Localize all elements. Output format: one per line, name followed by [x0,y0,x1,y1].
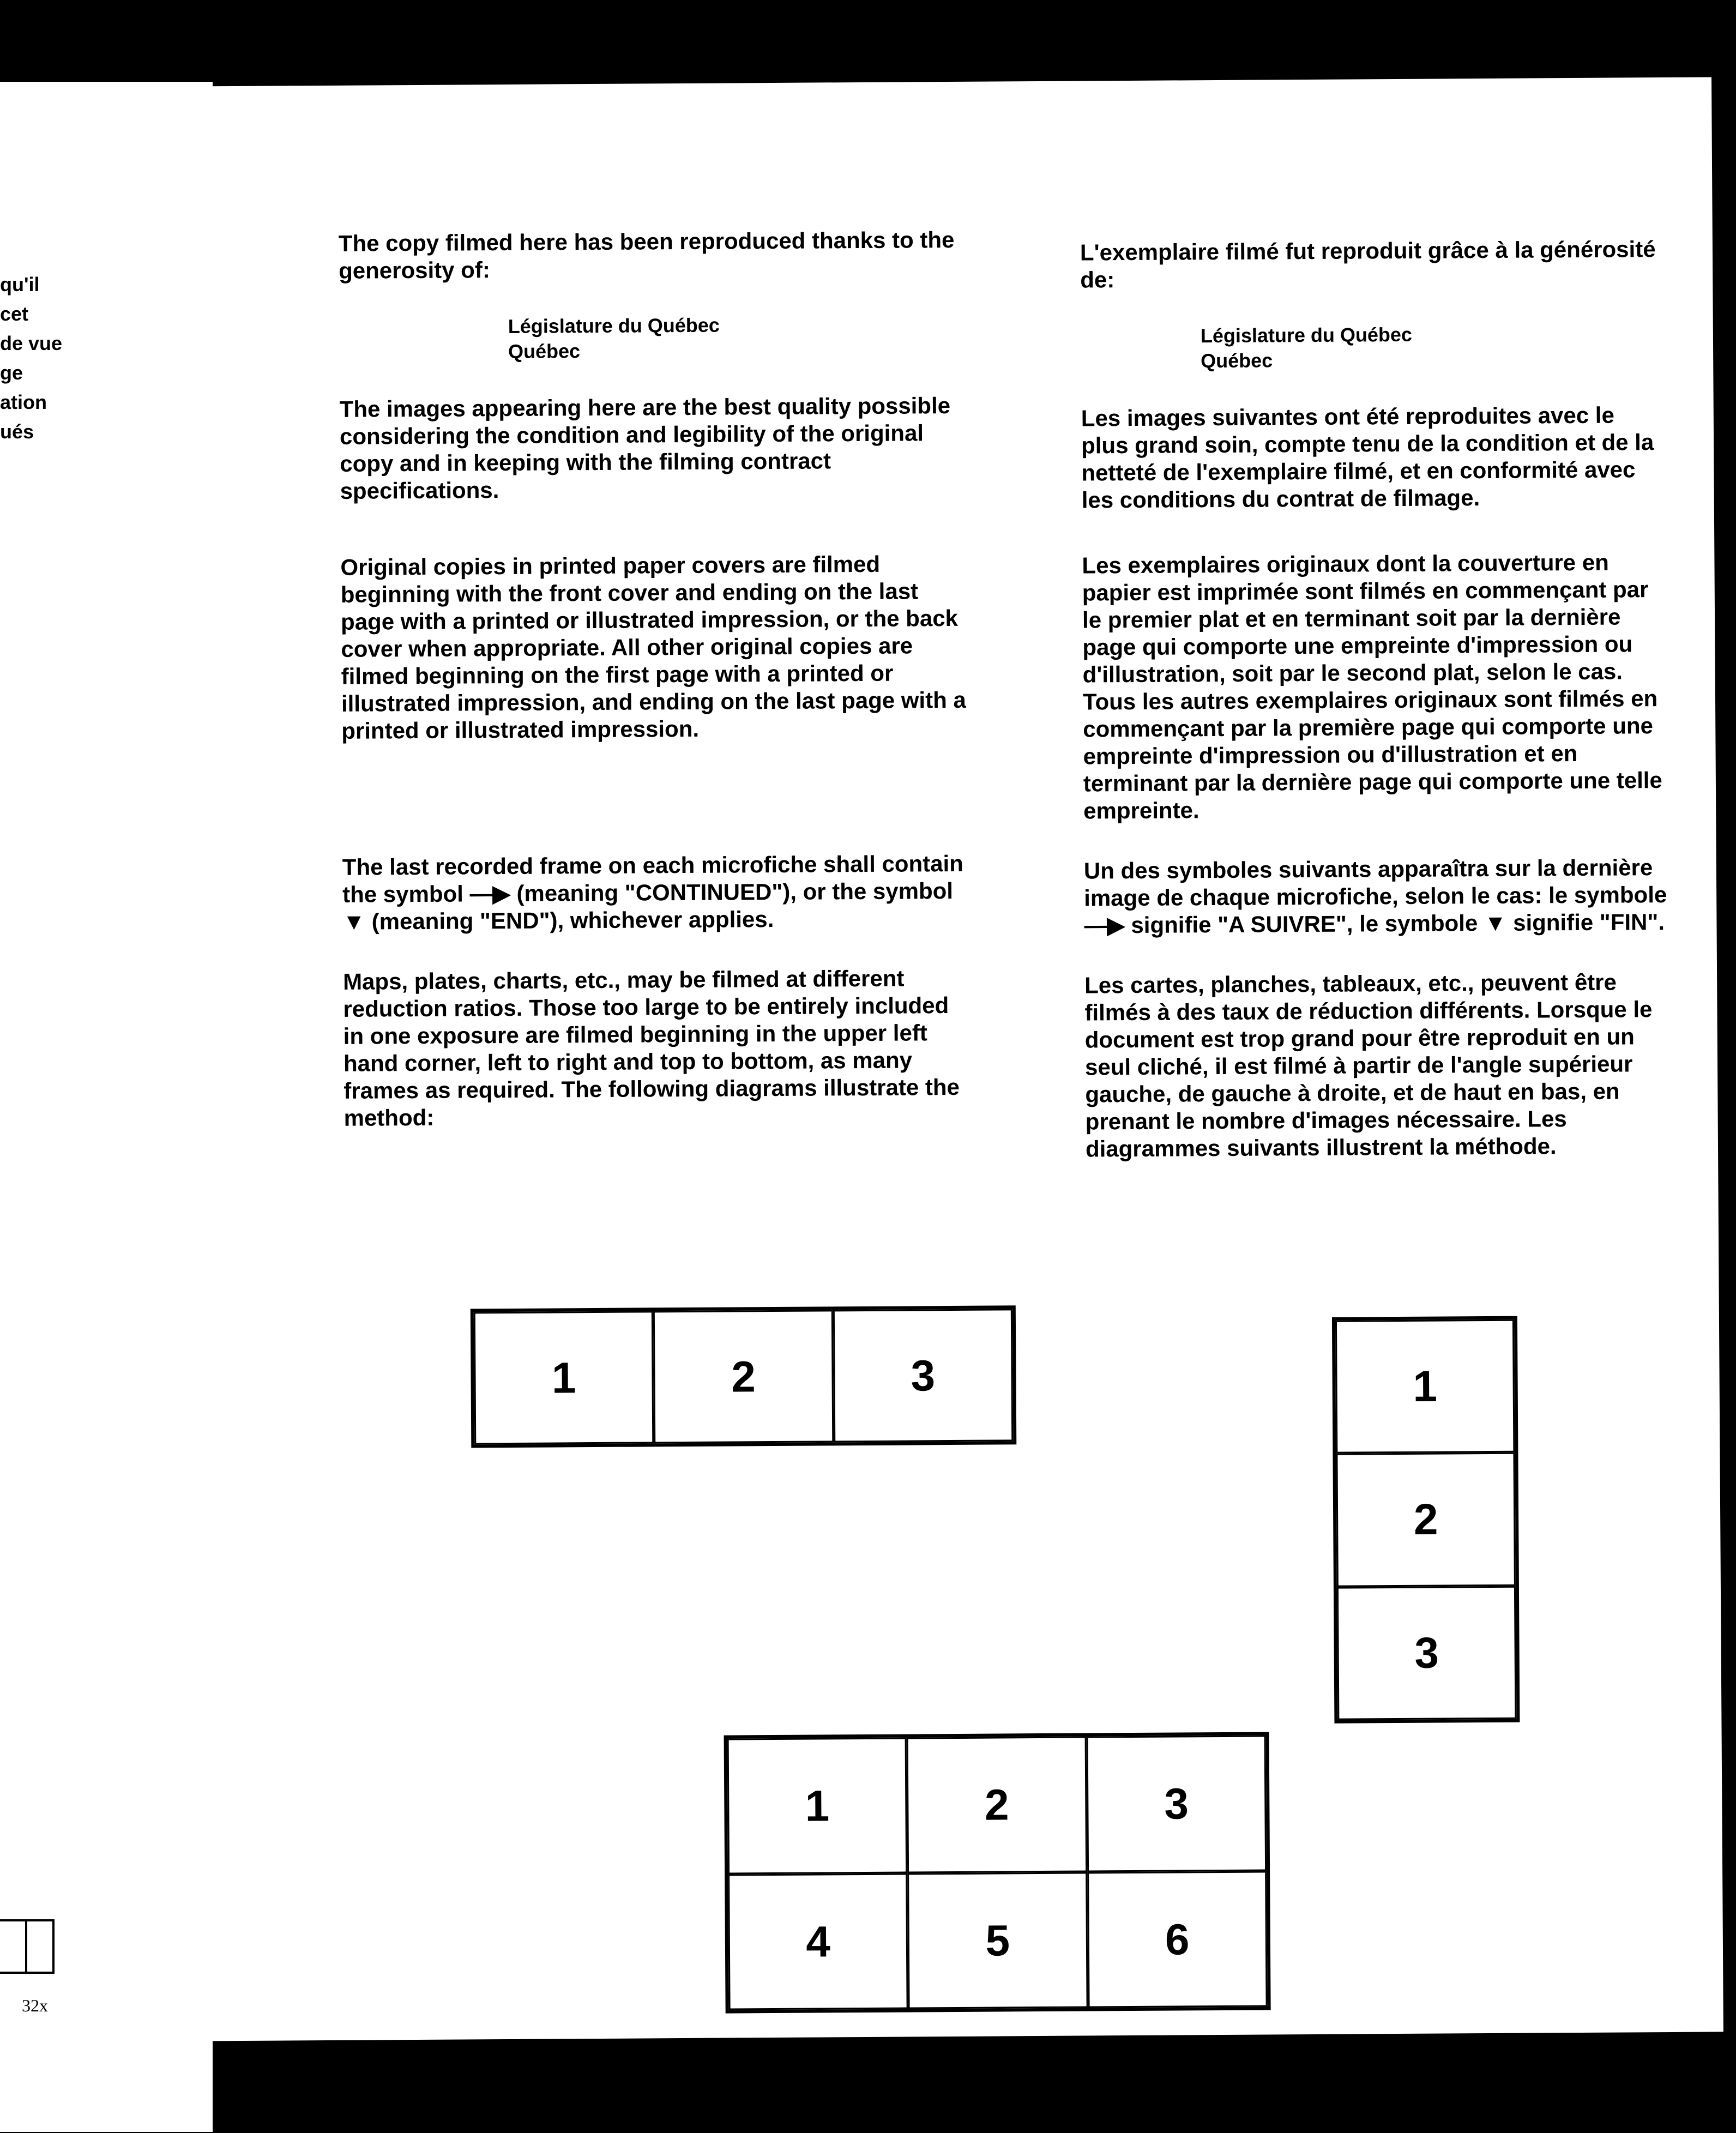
english-paragraph-maps: Maps, plates, charts, etc., may be filmed at different reduction ratios. Those too large to be entirely included in one exposure are filmed beginning in the upper left hand corner, left to right and top to bottom, as many frames as required. The following diagrams illustrate the method: [342,965,960,1131]
frame-cell: 2 [653,1310,834,1443]
spacer [340,501,968,554]
french-paragraph-quality: Les images suivantes ont été reproduites avec le plus grand soin, compte tenu de la condition et de la netteté de l'exemplaire filmé, et en conformité avec les conditions du contrat de filmage. [1081,402,1654,513]
diagram-grid [724,1732,1271,2013]
scale-label: 32x [22,1996,48,2015]
frame-cell: 6 [1087,1871,1268,2008]
frame-cell: 5 [907,1872,1088,2009]
spacer [1082,510,1665,552]
frame-cell: 1 [1335,1319,1515,1454]
frame-cell: 1 [727,1738,908,1875]
fragment-box [27,1919,55,1974]
credit-line: Québec [508,340,581,363]
frame-cell: 3 [833,1309,1013,1442]
english-credit [508,311,967,364]
fragment-line: de vue [0,332,63,354]
french-paragraph-maps: Les cartes, planches, tableaux, etc., peuvent être filmés à des taux de réduction différents. Lorsque le document est trop grand pour être reproduit en un seul cliché, il est filmé à partir de l'angle supérieur gauche, de gauche à droite, et de haut en bas, en prenant le nombre d'images nécessaire. Les diagrammes suivants illustrent la méthode. [1084,969,1653,1162]
fragment-line: ués [0,420,34,443]
frame-cell: 2 [1336,1453,1515,1587]
spacer [341,741,969,854]
fragment-boxes [0,1919,55,1974]
english-intro: The copy filmed here has been reproduced thanks to the generosity of: [338,226,955,284]
french-intro: L'exemplaire filmé fut reproduit grâce à la générosité de: [1080,236,1656,293]
filming-notice-page [179,77,1723,2041]
frame-cell: 2 [907,1737,1087,1873]
spacer [343,932,970,968]
credit-line: Législature du Québec [1200,323,1413,347]
fragment-line: cet [0,303,29,325]
frame-cell: 1 [474,1311,654,1444]
spacer [1084,936,1668,972]
fragment-box [0,1919,27,1974]
french-paragraph-symbols: Un des symboles suivants apparaîtra sur la dernière image de chaque microfiche, selon le cas: le symbole —▶ signifie "A SUIVRE", le symbole ▼ signifie "FIN". [1083,854,1667,938]
english-paragraph-symbols: The last recorded frame on each microfiche shall contain the symbol —▶ (meaning "CONTINUED"), or the symbol ▼ (meaning "END"), whichever applies. [342,850,963,935]
credit-line: Québec [1201,349,1273,372]
english-paragraph-quality: The images appearing here are the best quality possible considering the condition and legibility of the original copy and in keeping with the filming contract specifications. [339,392,951,504]
fragment-text [0,270,62,447]
fragment-line: qu'il [0,273,40,296]
diagram-horizontal [471,1305,1017,1448]
fragment-line: ge [0,361,23,384]
frame-cell: 3 [1337,1586,1516,1720]
french-paragraph-originals: Les exemplaires originaux dont la couverture en papier est imprimée sont filmés en commençant par le premier plat et en terminant soit par la dernière page qui comporte une empreinte d'impression ou d'illustration, soit par le second plat, selon le cas. Tous les autres exemplaires originaux sont filmés en commençant par la première page qui comporte une empreinte d'impression ou d'illustration et en terminant par la dernière page qui comporte une telle empreinte. [1082,549,1662,824]
spacer [1083,821,1667,858]
english-paragraph-originals: Original copies in printed paper covers are filmed beginning with the front cover and ending on the last page with a printed or illustrated impression, or the back cover when appropriate. All other original copies are filmed beginning on the first page with a printed or illustrated impression, and ending on the last page with a printed or illustrated impression. [340,551,966,744]
diagram-vertical [1332,1316,1520,1724]
english-column [339,226,971,1132]
french-column [1080,236,1669,1163]
frame-cell: 3 [1086,1736,1267,1872]
french-credit [1201,321,1665,373]
credit-line: Législature du Québec [508,314,720,338]
frame-cell: 4 [728,1873,908,2010]
fragment-line: ation [0,391,47,413]
